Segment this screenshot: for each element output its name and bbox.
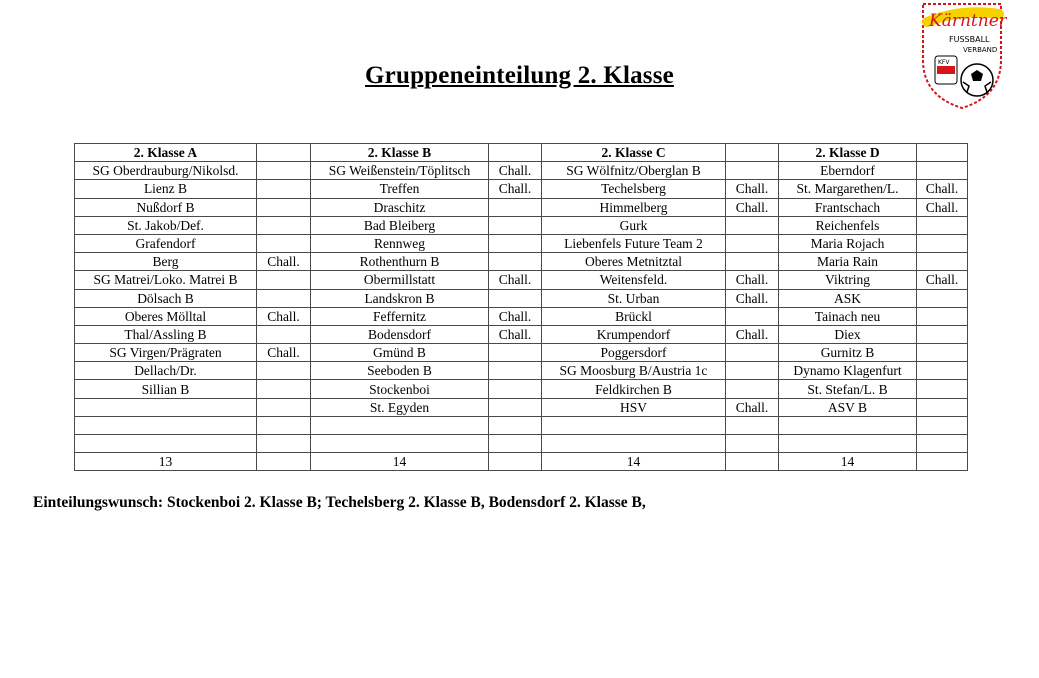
group-a-note [257,289,311,307]
group-d-team: St. Stefan/L. B [779,380,917,398]
group-d-team: Viktring [779,271,917,289]
table-row [75,180,968,198]
group-d-note [917,325,968,343]
group-a-note [257,162,311,180]
group-d-note [917,344,968,362]
group-d-team: Gurnitz B [779,344,917,362]
group-a-team: SG Matrei/Loko. Matrei B [75,271,257,289]
team-count: 14 [779,453,917,471]
group-b-note: Chall. [489,180,542,198]
group-b-note: Chall. [489,162,542,180]
group-d-note [917,307,968,325]
group-header: 2. Klasse B [311,144,489,162]
header-empty-cell [257,144,311,162]
group-d-team: ASV B [779,398,917,416]
group-c-team: Gurk [542,216,726,234]
group-b-note [489,234,542,252]
group-c-note [726,416,779,434]
group-header: 2. Klasse C [542,144,726,162]
group-d-note [917,398,968,416]
table-row [75,344,968,362]
group-header: 2. Klasse A [75,144,257,162]
table-row [75,289,968,307]
group-c-note [726,380,779,398]
group-a-note: Chall. [257,307,311,325]
group-c-team: St. Urban [542,289,726,307]
group-b-team [311,416,489,434]
table-row [75,435,968,453]
group-b-note [489,289,542,307]
group-c-team: HSV [542,398,726,416]
group-a-note [257,380,311,398]
group-a-note [257,435,311,453]
group-table [74,143,968,471]
logo-script-text: Kärntner [929,11,1007,31]
team-count: 14 [542,453,726,471]
group-a-team: SG Oberdrauburg/Nikolsd. [75,162,257,180]
table-row [75,307,968,325]
group-c-note [726,435,779,453]
group-b-team: Rennweg [311,234,489,252]
group-a-team: St. Jakob/Def. [75,216,257,234]
group-d-team [779,416,917,434]
group-b-team: Treffen [311,180,489,198]
group-a-team [75,398,257,416]
group-c-team: Oberes Metnitztal [542,253,726,271]
group-d-note [917,380,968,398]
totals-empty-cell [257,453,311,471]
group-c-team: Himmelberg [542,198,726,216]
group-d-note [917,362,968,380]
group-d-team: ASK [779,289,917,307]
group-d-team: St. Margarethen/L. [779,180,917,198]
group-a-team: Oberes Mölltal [75,307,257,325]
table-row [75,253,968,271]
group-d-team [779,435,917,453]
group-d-note: Chall. [917,198,968,216]
logo-badge-text: KFV [938,59,950,66]
group-d-team: Maria Rain [779,253,917,271]
table-row [75,198,968,216]
group-b-team: Feffernitz [311,307,489,325]
group-b-note: Chall. [489,325,542,343]
group-c-team: SG Wölfnitz/Oberglan B [542,162,726,180]
table-header-row [75,144,968,162]
group-header: 2. Klasse D [779,144,917,162]
group-c-note [726,362,779,380]
group-d-note [917,216,968,234]
group-b-note [489,380,542,398]
group-a-note: Chall. [257,344,311,362]
group-a-note [257,325,311,343]
group-a-team: Sillian B [75,380,257,398]
group-a-note [257,216,311,234]
group-b-team: Landskron B [311,289,489,307]
group-c-team: Liebenfels Future Team 2 [542,234,726,252]
team-count: 13 [75,453,257,471]
group-b-team: Bodensdorf [311,325,489,343]
group-b-note [489,416,542,434]
group-d-note [917,416,968,434]
table-row [75,216,968,234]
page-title: Gruppeneinteilung 2. Klasse [365,62,674,89]
group-d-team: Diex [779,325,917,343]
group-c-team: Poggersdorf [542,344,726,362]
group-b-team: Seeboden B [311,362,489,380]
group-a-note [257,416,311,434]
group-c-note [726,216,779,234]
header-empty-cell [726,144,779,162]
group-a-team: Dellach/Dr. [75,362,257,380]
group-a-team: Berg [75,253,257,271]
group-d-team: Frantschach [779,198,917,216]
group-a-note [257,180,311,198]
group-a-note [257,234,311,252]
group-b-note [489,216,542,234]
group-c-note [726,307,779,325]
group-a-team: Lienz B [75,180,257,198]
group-b-team: Draschitz [311,198,489,216]
group-d-note [917,162,968,180]
totals-empty-cell [489,453,542,471]
group-a-note [257,271,311,289]
group-d-team: Eberndorf [779,162,917,180]
group-a-team [75,416,257,434]
group-d-note: Chall. [917,180,968,198]
group-b-note: Chall. [489,307,542,325]
group-a-team: Dölsach B [75,289,257,307]
table-row [75,398,968,416]
logo-verband-text: VERBAND [963,46,998,54]
group-b-note [489,253,542,271]
group-b-team: Gmünd B [311,344,489,362]
group-b-team: Rothenthurn B [311,253,489,271]
group-c-note: Chall. [726,180,779,198]
group-c-note [726,234,779,252]
group-d-note [917,435,968,453]
group-d-team: Maria Rojach [779,234,917,252]
table-row [75,362,968,380]
group-a-team: Nußdorf B [75,198,257,216]
group-c-team: Krumpendorf [542,325,726,343]
group-d-note [917,289,968,307]
table-row [75,380,968,398]
group-d-note: Chall. [917,271,968,289]
group-c-team: Feldkirchen B [542,380,726,398]
group-d-note [917,234,968,252]
group-b-note [489,198,542,216]
group-b-team: Stockenboi [311,380,489,398]
group-b-note [489,362,542,380]
group-b-team: Obermillstatt [311,271,489,289]
group-c-team [542,416,726,434]
team-count: 14 [311,453,489,471]
group-b-team: St. Egyden [311,398,489,416]
kfv-logo [917,0,1007,110]
group-c-note: Chall. [726,271,779,289]
group-a-team: Grafendorf [75,234,257,252]
group-b-note: Chall. [489,271,542,289]
table-row [75,325,968,343]
assignment-wish-note: Einteilungswunsch: Stockenboi 2. Klasse B; Techelsberg 2. Klasse B, Bodensdorf 2. Klasse B, [33,494,646,511]
group-c-note [726,162,779,180]
table-row [75,234,968,252]
group-c-team [542,435,726,453]
table-row [75,271,968,289]
totals-empty-cell [917,453,968,471]
group-c-team: SG Moosburg B/Austria 1c [542,362,726,380]
group-a-team: Thal/Assling B [75,325,257,343]
group-c-note: Chall. [726,198,779,216]
group-c-note [726,344,779,362]
group-d-note [917,253,968,271]
group-c-note: Chall. [726,325,779,343]
group-b-note [489,344,542,362]
group-c-note: Chall. [726,398,779,416]
header-empty-cell [917,144,968,162]
group-a-note [257,198,311,216]
table-row [75,416,968,434]
group-a-team [75,435,257,453]
totals-empty-cell [726,453,779,471]
group-b-team [311,435,489,453]
group-c-note [726,253,779,271]
totals-row [75,453,968,471]
group-c-team: Brückl [542,307,726,325]
logo-fussball-text: FUSSBALL [949,35,990,44]
group-c-team: Weitensfeld. [542,271,726,289]
group-a-team: SG Virgen/Prägraten [75,344,257,362]
group-d-team: Dynamo Klagenfurt [779,362,917,380]
table-row [75,162,968,180]
group-b-note [489,398,542,416]
group-c-note: Chall. [726,289,779,307]
group-d-team: Tainach neu [779,307,917,325]
group-c-team: Techelsberg [542,180,726,198]
group-d-team: Reichenfels [779,216,917,234]
group-b-note [489,435,542,453]
group-b-team: Bad Bleiberg [311,216,489,234]
header-empty-cell [489,144,542,162]
group-a-note [257,362,311,380]
group-a-note [257,398,311,416]
group-a-note: Chall. [257,253,311,271]
group-b-team: SG Weißenstein/Töplitsch [311,162,489,180]
